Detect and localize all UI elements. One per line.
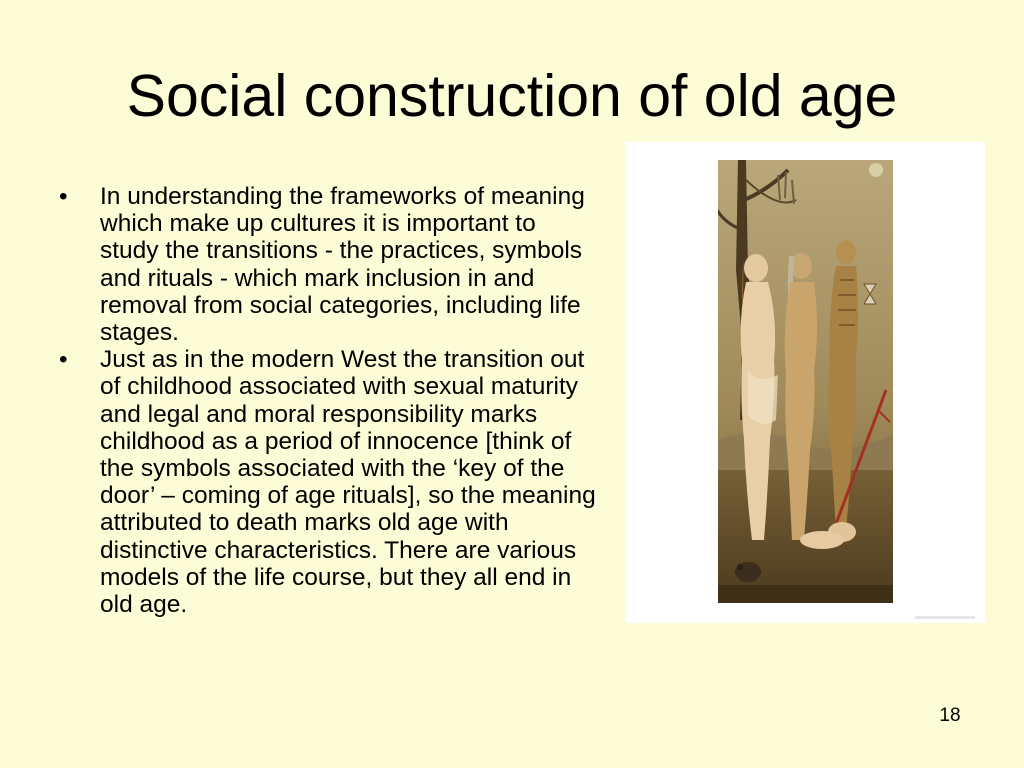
bullet-text: Just as in the modern West the transition out of childhood associated with sexual maturity and legal and moral responsibility marks childhood as a period of innocence [think of the symbols associated with the ‘key of the door’ – coming of age rituals], so the meaning attributed to death marks old age with distinctive characteristics. There are various models of the life course, but they all end in old age. bbox=[100, 346, 596, 619]
page-number: 18 bbox=[939, 705, 961, 726]
bullet-text: In understanding the frameworks of meaning which make up cultures it is important to study the transitions - the practices, symbols and rituals - which mark inclusion in and removal from social categories, including life stages. bbox=[100, 183, 585, 347]
painting-icon bbox=[718, 160, 893, 603]
bullet-item bbox=[56, 183, 601, 346]
painting-image bbox=[626, 142, 985, 623]
watermark bbox=[915, 616, 975, 619]
slide-title: Social construction of old age bbox=[126, 63, 898, 129]
bullet-icon: • bbox=[59, 183, 68, 210]
bullet-icon: • bbox=[59, 346, 68, 374]
bullet-item bbox=[56, 346, 601, 618]
bullet-list bbox=[56, 183, 601, 618]
